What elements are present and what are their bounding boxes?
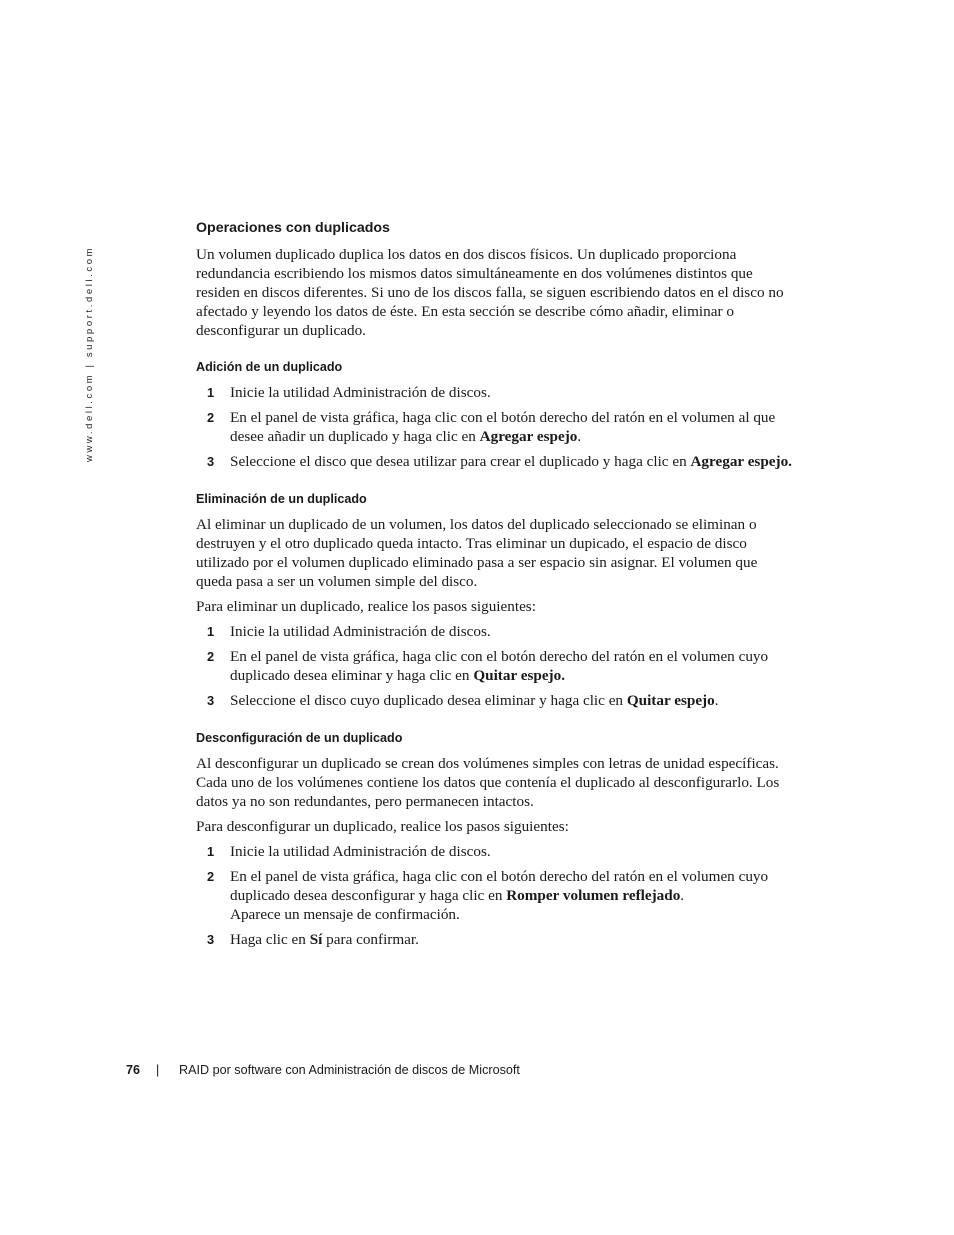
list-item — [196, 842, 796, 861]
list-item — [196, 647, 796, 685]
step-text: Seleccione el disco cuyo duplicado desea eliminar y haga clic en — [230, 692, 627, 709]
remove-mirror-steps — [196, 622, 796, 710]
step-text: Inicie la utilidad Administración de discos. — [230, 843, 491, 860]
step-number: 2 — [207, 869, 215, 884]
step-text: Seleccione el disco que desea utilizar para crear el duplicado y haga clic en — [230, 453, 691, 470]
list-item — [196, 452, 796, 471]
step-number: 3 — [207, 693, 215, 708]
page-footer — [126, 1062, 520, 1078]
list-item — [196, 622, 796, 641]
step-text-end: para confirmar. — [322, 931, 419, 948]
step-number: 3 — [207, 454, 215, 469]
list-item — [196, 691, 796, 710]
step-text-end: . — [577, 428, 582, 445]
step-number: 1 — [207, 624, 215, 639]
step-text: Inicie la utilidad Administración de discos. — [230, 623, 491, 640]
remove-mirror-heading: Eliminación de un duplicado — [196, 492, 367, 506]
side-url: www.dell.com | support.dell.com — [84, 245, 95, 462]
unconfigure-paragraph: Al desconfigurar un duplicado se crean dos volúmenes simples con letras de unidad específicas. Cada uno de los volúmenes contiene los datos que contenía el duplicado al desconfigurarlo. Los datos ya no son redundantes, pero permanecen intactos. — [196, 755, 780, 810]
step-note: Aparece un mensaje de confirmación. — [230, 906, 460, 923]
step-text: En el panel de vista gráfica, haga clic con el botón derecho del ratón en el volumen cuyo duplicado desea eliminar y haga clic en — [230, 648, 769, 684]
step-number: 2 — [207, 649, 215, 664]
step-text-end: . — [680, 887, 685, 904]
step-number: 2 — [207, 410, 215, 425]
list-item — [196, 408, 796, 446]
menu-command: Romper volumen reflejado — [506, 887, 681, 904]
footer-title: RAID por software con Administración de discos de Microsoft — [179, 1063, 520, 1077]
step-number: 3 — [207, 932, 215, 947]
list-item — [196, 383, 796, 402]
menu-command: Agregar espejo. — [690, 453, 792, 470]
menu-command: Quitar espejo — [626, 692, 715, 709]
add-mirror-steps — [196, 383, 796, 471]
unconfigure-mirror-steps — [196, 842, 796, 949]
step-text: En el panel de vista gráfica, haga clic con el botón derecho del ratón en el volumen cuyo duplicado desea desconfigurar y haga clic en — [230, 868, 769, 904]
page-number: 76 — [126, 1063, 141, 1077]
unconfigure-steps-intro: Para desconfigurar un duplicado, realice los pasos siguientes: — [196, 818, 569, 835]
section-title: Operaciones con duplicados — [196, 220, 390, 236]
remove-steps-intro: Para eliminar un duplicado, realice los pasos siguientes: — [196, 598, 536, 615]
menu-command: Agregar espejo — [479, 428, 578, 445]
step-number: 1 — [207, 844, 215, 859]
step-text: En el panel de vista gráfica, haga clic con el botón derecho del ratón en el volumen al que desee añadir un duplicado y haga clic en — [230, 409, 776, 445]
unconfigure-mirror-heading: Desconfiguración de un duplicado — [196, 731, 403, 745]
step-text: Haga clic en — [230, 931, 310, 948]
list-item — [196, 930, 796, 949]
page-content — [196, 219, 796, 969]
menu-command: Quitar espejo. — [473, 667, 566, 684]
remove-paragraph: Al eliminar un duplicado de un volumen, los datos del duplicado seleccionado se eliminan o destruyen y el otro duplicado queda intacto. Tras eliminar un dupicado, el espacio de disco utilizado por el volumen duplicado eliminado pasa a ser espacio sin asignar. El volumen que queda pasa a ser un volumen simple del disco. — [196, 516, 758, 590]
step-text-end: . — [714, 692, 719, 709]
add-mirror-heading: Adición de un duplicado — [196, 360, 343, 374]
menu-command: Sí — [309, 931, 323, 948]
footer-separator: | — [156, 1063, 160, 1077]
step-number: 1 — [207, 385, 215, 400]
list-item — [196, 867, 796, 924]
step-text: Inicie la utilidad Administración de discos. — [230, 384, 491, 401]
intro-paragraph: Un volumen duplicado duplica los datos en dos discos físicos. Un duplicado proporciona redundancia escribiendo los mismos datos simultáneamente en dos volúmenes distintos que residen en discos diferentes. Si uno de los discos falla, se siguen escribiendo datos en el disco no afectado y leyendo los datos de éste. En esta sección se describe cómo añadir, eliminar o desconfigurar un duplicado. — [196, 246, 784, 339]
